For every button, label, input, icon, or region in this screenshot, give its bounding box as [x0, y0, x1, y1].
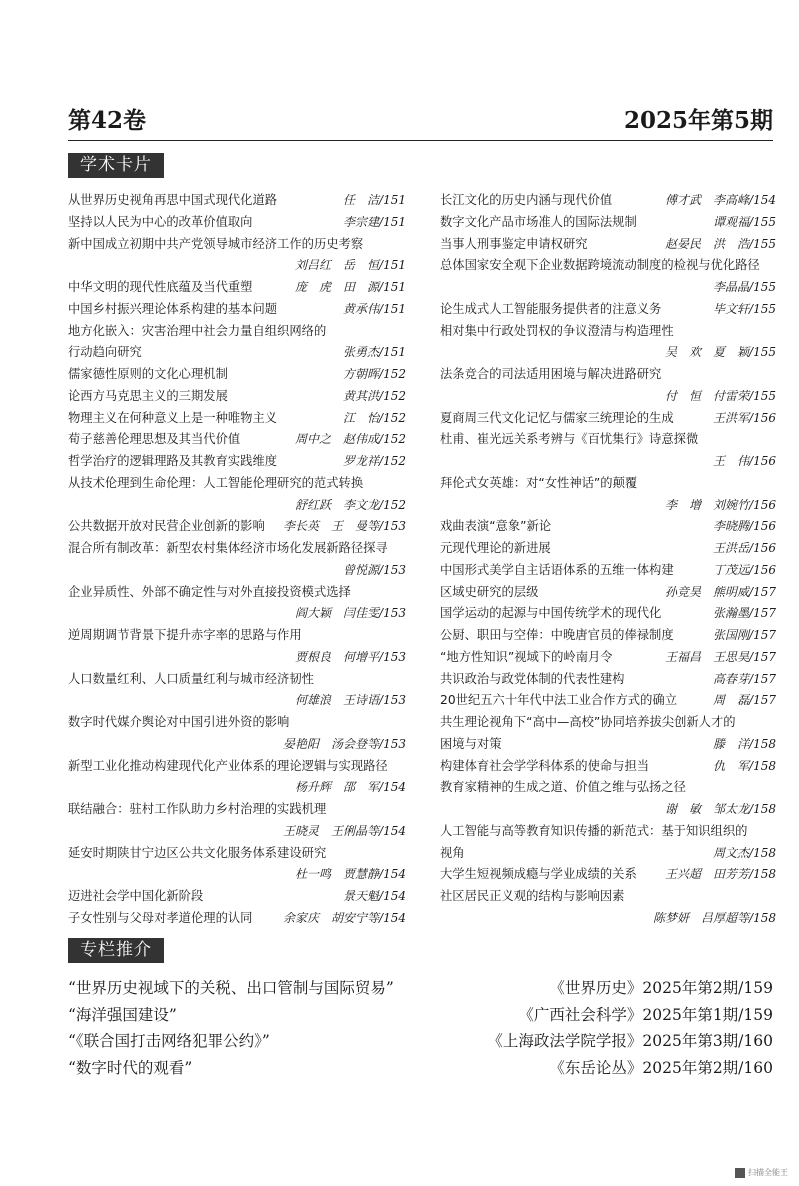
toc-entry — [68, 647, 406, 667]
promo-topic: “数字时代的观看” — [68, 1058, 193, 1077]
entry-title: 逆周期调节背景下提升赤字率的思路与作用 — [68, 628, 302, 642]
toc-entry — [68, 712, 406, 732]
entry-title: 大学生短视频成瘾与学业成绩的关系 — [440, 867, 637, 882]
entry-author-page: 李 增 刘婉竹/156 — [665, 497, 776, 512]
toc-entry — [68, 429, 406, 449]
entry-author-page: 曾悦源/153 — [343, 562, 406, 577]
promo-source: 《东岳论丛》2025年第2期/160 — [549, 1058, 773, 1077]
toc-entry — [440, 321, 776, 341]
entry-title: 物理主义在何种意义上是一种唯物主义 — [68, 410, 278, 425]
entry-title: 论生成式人工智能服务提供者的注意义务 — [440, 301, 662, 316]
toc-entry — [440, 212, 776, 232]
entry-author-page: 罗龙祥/152 — [343, 454, 406, 468]
entry-title: 从技术伦理到生命伦理：人工智能伦理研究的范式转换 — [68, 475, 364, 490]
entry-title: 论西方马克思主义的三期发展 — [68, 388, 228, 403]
toc-entry — [68, 690, 406, 710]
entry-author-page: 张国刚/157 — [713, 628, 776, 642]
toc-entry — [440, 669, 776, 689]
toc-entry — [440, 886, 776, 906]
toc-entry — [68, 321, 406, 341]
entry-title: 新型工业化推动构建现代化产业体系的理论逻辑与实现路径 — [68, 758, 388, 773]
promo-source: 《广西社会科学》2025年第1期/159 — [518, 1005, 773, 1024]
toc-entry — [68, 843, 406, 863]
entry-author-page: 张勇杰/151 — [343, 345, 406, 360]
toc-entry — [440, 908, 776, 928]
toc-entry — [440, 756, 776, 776]
entry-title: 公共数据开放对民营企业创新的影响 — [68, 519, 265, 534]
entry-title: 共生理论视角下“高中—高校”协同培养拔尖创新人才的 — [440, 715, 736, 729]
entry-author-page: 周 磊/157 — [713, 693, 776, 708]
entry-title: 数字时代媒介舆论对中国引进外资的影响 — [68, 715, 290, 729]
toc-entry — [68, 625, 406, 645]
watermark-text: 扫描全能王 — [748, 1168, 788, 1177]
toc-entry — [68, 516, 406, 536]
scanner-watermark — [735, 1166, 791, 1180]
entry-author-page: 仇 军/158 — [713, 758, 776, 773]
entry-title: 区域史研究的层级 — [440, 584, 539, 599]
entry-title: 杜甫、崔光远关系考辨与《百忧集行》诗意探微 — [440, 432, 699, 447]
entry-author-page: 杨升辉 邵 军/154 — [295, 780, 406, 795]
toc-entry — [68, 734, 406, 754]
toc-entry — [440, 712, 776, 732]
entry-title: 构建体育社会学学科体系的使命与担当 — [440, 758, 650, 773]
entry-author-page: 王 伟/156 — [713, 454, 776, 468]
toc-entry — [440, 560, 776, 580]
entry-author-page: 付 恒 付雷荣/155 — [665, 388, 776, 403]
entry-title: 共识政治与政党体制的代表性建构 — [440, 671, 625, 686]
toc-entry — [68, 212, 406, 232]
promo-item — [68, 975, 773, 1001]
entry-author-page: 王福昌 王思昊/157 — [665, 649, 776, 664]
toc-entry — [68, 799, 406, 819]
entry-author-page: 庞 虎 田 源/151 — [295, 280, 406, 294]
entry-title: 总体国家安全观下企业数据跨境流动制度的检视与优化路径 — [440, 258, 760, 273]
entry-title: 法条竞合的司法适用困境与解决进路研究 — [440, 367, 662, 381]
toc-entry — [440, 495, 776, 515]
promo-topic: “世界历史视域下的关税、出口管制与国际贸易” — [68, 979, 394, 997]
entry-author-page: 李宗建/151 — [343, 214, 406, 229]
toc-entry — [68, 473, 406, 493]
entry-author-page: 张瀚墨/157 — [713, 606, 776, 621]
toc-entry — [68, 821, 406, 841]
toc-entry — [68, 669, 406, 689]
qr-icon — [735, 1168, 745, 1178]
entry-author-page: 江 怡/152 — [343, 410, 406, 425]
toc-entry — [440, 799, 776, 819]
entry-title: 地方化嵌入：灾害治理中社会力量自组织网络的 — [68, 323, 327, 338]
entry-title: 视角 — [440, 845, 465, 860]
toc-entry — [68, 777, 406, 797]
entry-title: 元现代理论的新进展 — [440, 541, 551, 555]
entry-title: 混合所有制改革：新型农村集体经济市场化发展新路径探寻 — [68, 541, 388, 555]
entry-title: 当事人刑事鉴定申请权研究 — [440, 236, 588, 251]
toc-entry — [440, 190, 776, 210]
section-label-academic-cards: 学术卡片 — [68, 153, 164, 178]
promo-topic: “海洋强国建设” — [68, 1005, 177, 1024]
entry-title: “地方性知识”视域下的岭南月令 — [440, 649, 613, 664]
entry-title: 中国形式美学自主话语体系的五维一体构建 — [440, 562, 674, 577]
section-label-column-recommend: 专栏推介 — [68, 938, 164, 963]
entry-author-page: 黄承伟/151 — [343, 301, 406, 316]
toc-entry — [440, 843, 776, 863]
entry-author-page: 吴 欢 夏 颖/155 — [665, 345, 776, 360]
toc-entry — [68, 277, 406, 297]
toc-entry — [68, 234, 406, 254]
entry-author-page: 周文杰/158 — [713, 845, 776, 860]
toc-entry — [68, 756, 406, 776]
toc-entry — [68, 190, 406, 210]
toc-entry — [440, 473, 776, 493]
entry-title: 戏曲表演“意象”新论 — [440, 519, 552, 534]
entry-title: 联结融合：驻村工作队助力乡村治理的实践机理 — [68, 802, 327, 816]
entry-author-page: 阎大颖 闫佳雯/153 — [295, 606, 406, 621]
entry-author-page: 丁茂远/156 — [713, 562, 776, 577]
toc-entry — [68, 364, 406, 384]
toc-entry — [440, 647, 776, 667]
entry-title: 中国乡村振兴理论体系构建的基本问题 — [68, 301, 278, 316]
entry-title: 数字文化产品市场准人的国际法规制 — [440, 214, 637, 229]
entry-author-page: 滕 洋/158 — [713, 736, 776, 751]
toc-entry — [68, 864, 406, 884]
toc-entry — [68, 603, 406, 623]
entry-title: 延安时期陕甘宁边区公共文化服务体系建设研究 — [68, 845, 327, 860]
toc-entry — [68, 886, 406, 906]
toc-entry — [440, 777, 776, 797]
entry-author-page: 王兴超 田芳芳/158 — [665, 867, 776, 882]
entry-author-page: 毕文轩/155 — [713, 301, 776, 316]
toc-entry — [68, 451, 406, 471]
entry-title: 国学运动的起源与中国传统学术的现代化 — [440, 606, 662, 621]
issue-number: 2025年第5期 — [623, 107, 773, 134]
entry-title: 荀子慈善伦理思想及其当代价值 — [68, 432, 241, 447]
entry-title: 20世纪五六十年代中法工业合作方式的确立 — [440, 693, 677, 708]
entry-title: 从世界历史视角再思中国式现代化道路 — [68, 193, 278, 207]
entry-author-page: 杜一鸣 贾慧静/154 — [295, 867, 406, 882]
toc-entry — [440, 516, 776, 536]
entry-title: 相对集中行政处罚权的争议澄清与构造理性 — [440, 323, 674, 338]
entry-author-page: 孙竞昊 熊明威/157 — [665, 584, 776, 599]
toc-entry — [68, 495, 406, 515]
entry-author-page: 舒红跃 李文龙/152 — [295, 497, 406, 512]
entry-title: 社区居民正义观的结构与影响因素 — [440, 889, 625, 903]
entry-author-page: 晏艳阳 汤会登等/153 — [283, 736, 406, 751]
entry-title: 夏商周三代文化记忆与儒家三统理论的生成 — [440, 410, 674, 425]
entry-title: 哲学治疗的逻辑理路及其教育实践维度 — [68, 454, 278, 468]
entry-author-page: 傅才武 李高峰/154 — [665, 193, 776, 207]
entry-author-page: 李晓腾/156 — [713, 519, 776, 534]
entry-title: 拜伦式女英雄：对“女性神话”的颠覆 — [440, 475, 638, 490]
entry-title: 企业异质性、外部不确定性与对外直接投资模式选择 — [68, 584, 351, 599]
entry-author-page: 周中之 赵伟成/152 — [295, 432, 406, 447]
toc-entry — [440, 690, 776, 710]
toc-entry — [440, 821, 776, 841]
toc-entry — [68, 408, 406, 428]
promo-source: 《上海政法学院学报》2025年第3期/160 — [487, 1032, 773, 1050]
entry-title: 子女性别与父母对孝道伦理的认同 — [68, 910, 253, 925]
entry-author-page: 贾根良 何增平/153 — [295, 649, 406, 664]
entry-title: 困境与对策 — [440, 736, 502, 751]
toc-entry — [440, 734, 776, 754]
toc-entry — [68, 386, 406, 406]
toc-entry — [68, 342, 406, 362]
toc-entry — [440, 429, 776, 449]
entry-author-page: 谢 敏 邹太龙/158 — [665, 802, 776, 816]
toc-entry — [68, 582, 406, 602]
promo-item — [68, 1055, 773, 1081]
toc-entry — [440, 864, 776, 884]
toc-entry — [68, 560, 406, 580]
toc-entry — [440, 386, 776, 406]
promo-source: 《世界历史》2025年第2期/159 — [549, 979, 773, 997]
toc-entry — [68, 255, 406, 275]
entry-title: 教育家精神的生成之道、价值之维与弘扬之径 — [440, 780, 686, 795]
entry-author-page: 谭观福/155 — [713, 214, 776, 229]
toc-entry — [68, 299, 406, 319]
promo-item — [68, 1002, 773, 1028]
entry-author-page: 王晓灵 王俐晶等/154 — [283, 823, 406, 838]
entry-title: 人工智能与高等教育知识传播的新范式：基于知识组织的 — [440, 823, 748, 838]
entry-title: 人口数量红利、人口质量红利与城市经济韧性 — [68, 671, 314, 686]
entry-author-page: 陈梦妍 吕厚超等/158 — [653, 910, 776, 925]
entry-title: 迈进社会学中国化新阶段 — [68, 889, 204, 903]
entry-author-page: 王洪岳/156 — [713, 541, 776, 555]
toc-entry — [440, 582, 776, 602]
promo-topic: “《联合国打击网络犯罪公约》” — [68, 1032, 270, 1050]
entry-author-page: 赵晏民 洪 浩/155 — [665, 236, 776, 251]
toc-entry — [440, 364, 776, 384]
toc-entry — [68, 538, 406, 558]
entry-title: 公厨、职田与空俸：中晚唐官员的俸禄制度 — [440, 628, 674, 642]
entry-title: 中华文明的现代性底蕴及当代重塑 — [68, 280, 253, 294]
toc-entry — [440, 625, 776, 645]
toc-entry — [440, 603, 776, 623]
toc-entry — [440, 277, 776, 297]
entry-author-page: 何雄浪 王诗语/153 — [295, 693, 406, 708]
entry-author-page: 王洪军/156 — [713, 410, 776, 425]
entry-author-page: 刘吕红 岳 恒/151 — [295, 258, 406, 273]
entry-author-page: 黄其洪/152 — [343, 388, 406, 403]
header-rule — [68, 140, 773, 141]
entry-author-page: 余家庆 胡安宁等/154 — [283, 910, 406, 925]
promo-item — [68, 1028, 773, 1054]
toc-entry — [68, 908, 406, 928]
toc-entry — [440, 451, 776, 471]
entry-author-page: 高春芽/157 — [713, 671, 776, 686]
entry-title: 行动趋向研究 — [68, 345, 142, 360]
volume-number: 第42卷 — [68, 107, 147, 134]
toc-entry — [440, 408, 776, 428]
entry-title: 坚持以人民为中心的改革价值取向 — [68, 214, 253, 229]
toc-entry — [440, 538, 776, 558]
entry-author-page: 李晶晶/155 — [713, 280, 776, 294]
entry-title: 新中国成立初期中共产党领导城市经济工作的历史考察 — [68, 236, 364, 251]
toc-entry — [440, 234, 776, 254]
toc-entry — [440, 299, 776, 319]
toc-entry — [440, 255, 776, 275]
entry-title: 长江文化的历史内涵与现代价值 — [440, 193, 613, 207]
entry-title: 儒家德性原则的文化心理机制 — [68, 367, 228, 381]
entry-author-page: 景天魁/154 — [343, 889, 406, 903]
entry-author-page: 任 洁/151 — [343, 193, 406, 207]
toc-entry — [440, 342, 776, 362]
page-header — [68, 102, 773, 136]
entry-author-page: 李长英 王 曼等/153 — [283, 519, 406, 534]
entry-author-page: 方朝晖/152 — [343, 367, 406, 381]
